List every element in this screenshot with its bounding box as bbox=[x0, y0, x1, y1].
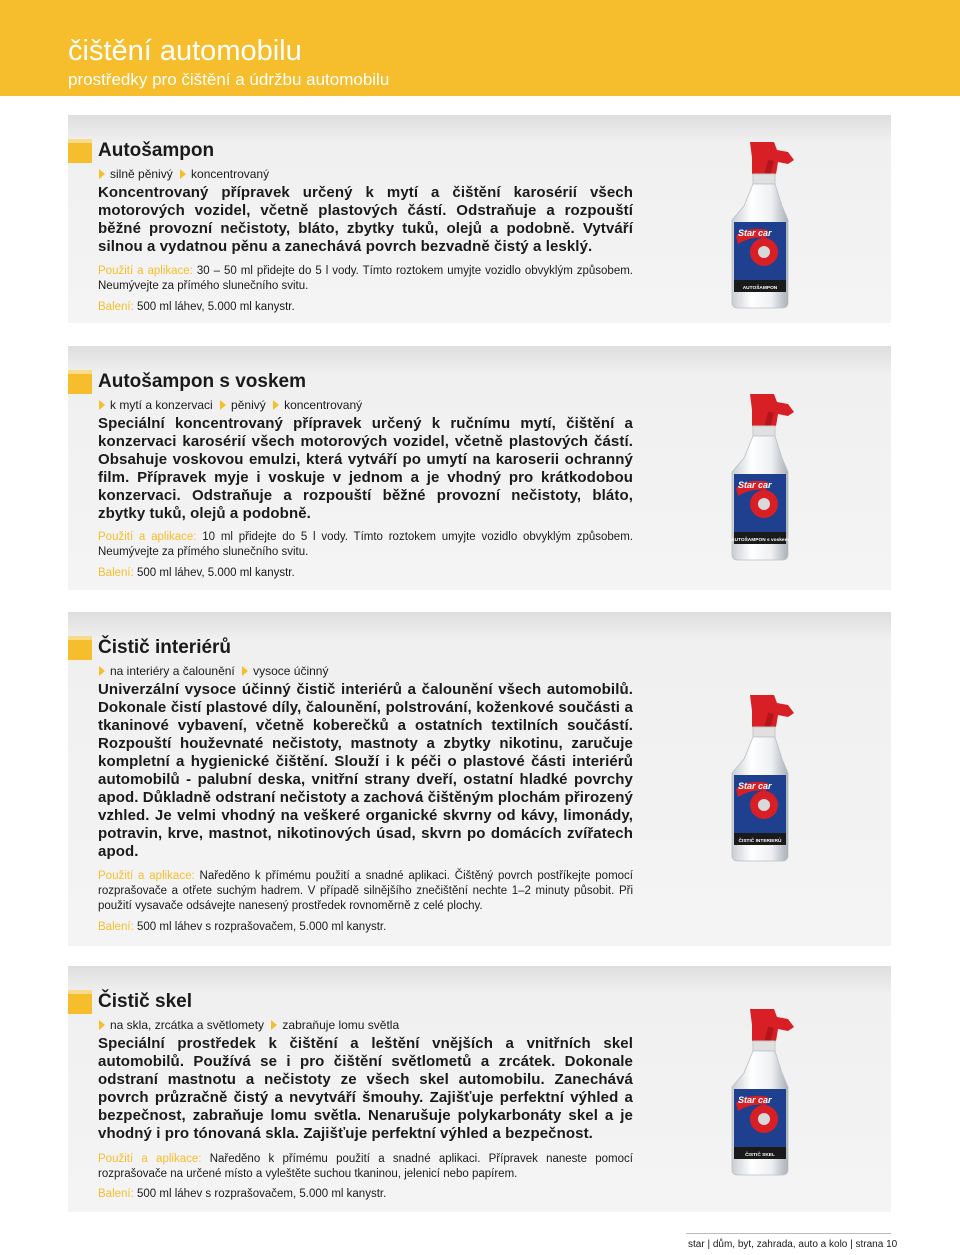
bottle-label-text: AUTOŠAMPON s voskem bbox=[731, 538, 789, 543]
packaging-text: 500 ml láhev s rozprašovačem, 5.000 ml kanystr. bbox=[137, 1188, 387, 1200]
packaging-label: Balení: bbox=[98, 1188, 134, 1200]
page-subtitle: prostředky pro čištění a údržbu automobilu bbox=[68, 70, 390, 89]
packaging-text: 500 ml láhev, 5.000 ml kanystr. bbox=[137, 567, 295, 579]
product-usage bbox=[98, 264, 633, 294]
usage-label: Použití a aplikace: bbox=[98, 531, 197, 543]
packaging-text: 500 ml láhev s rozprašovačem, 5.000 ml kanystr. bbox=[137, 921, 387, 933]
product-usage bbox=[98, 1152, 633, 1182]
packaging-label: Balení: bbox=[98, 921, 134, 933]
usage-label: Použití a aplikace: bbox=[98, 1153, 202, 1165]
arrow-icon bbox=[99, 666, 105, 676]
arrow-icon bbox=[99, 169, 105, 179]
tag: silně pěnivý bbox=[110, 167, 173, 181]
product-description: Univerzální vysoce účinný čistič interiérů a čalounění všech automobilů. Dokonale čistí plastové díly, čalounění, polstrování, koženkové součásti a tkaninové vybavení, včetně koberečků a ostatních textilních součástí. Rozpouští houževnaté nečistoty, mastnoty a zbytky nikotinu, zaručuje kompletní a hygienické čištění. Slouží i k péči o plastové části interiérů automobilů - palubní deska, vnitřní strany dveří, ostatní hladké povrchy apod. Důkladně odstraní nečistoty a zachová čištěným plochám přirozený vzhled. Je velmi vhodný na veškeré organické skvrny od kávy, limonády, potravin, krve, mastnot, nikotinových úsad, skvrn po domácích zvířatech apod. bbox=[98, 681, 633, 860]
arrow-icon bbox=[273, 400, 279, 410]
product-tags bbox=[98, 664, 328, 678]
product-packaging bbox=[98, 1187, 386, 1202]
section-marker bbox=[68, 990, 92, 1014]
product-bottle-image bbox=[722, 392, 802, 562]
usage-text: 30 – 50 ml přidejte do 5 l vody. Tímto roztokem umyjte vozidlo obvyklým způsobem. Neumývejte za přímého slunečního svitu. bbox=[98, 265, 633, 292]
arrow-icon bbox=[271, 1020, 277, 1030]
product-usage bbox=[98, 869, 633, 914]
product-bottle-image bbox=[722, 1007, 802, 1177]
page-footer: star | dům, byt, zahrada, auto a kolo | strana 10 bbox=[688, 1239, 898, 1250]
tag: zabraňuje lomu světla bbox=[282, 1018, 400, 1032]
product-usage bbox=[98, 530, 633, 560]
product-title: Čistič skel bbox=[98, 991, 192, 1012]
packaging-text: 500 ml láhev, 5.000 ml kanystr. bbox=[137, 301, 295, 313]
tag: na skla, zrcátka a světlomety bbox=[110, 1018, 265, 1032]
bottle-brand-text: Star car bbox=[738, 228, 772, 238]
product-tags bbox=[98, 1018, 399, 1032]
packaging-label: Balení: bbox=[98, 567, 134, 579]
usage-label: Použití a aplikace: bbox=[98, 870, 195, 882]
product-tags bbox=[98, 398, 362, 412]
arrow-icon bbox=[99, 1020, 105, 1030]
arrow-icon bbox=[99, 400, 105, 410]
bottle-label-text: AUTOŠAMPON bbox=[742, 286, 778, 291]
product-title: Autošampon bbox=[98, 140, 215, 161]
tag: pěnivý bbox=[231, 398, 266, 412]
arrow-icon bbox=[180, 169, 186, 179]
tag: k mytí a konzervaci bbox=[110, 398, 213, 412]
usage-text: 10 ml přidejte do 5 l vody. Tímto roztokem umyjte vozidlo obvyklým způsobem. Neumývejte za přímého slunečního svitu. bbox=[98, 531, 633, 558]
product-tags bbox=[98, 167, 269, 181]
product-description: Koncentrovaný přípravek určený k mytí a čištění karosérií všech motorových vozidel, včetně plastových částí. Odstraňuje a rozpouští běžné provozní nečistoty, bláto, zbytky tuků, olejů a podobně. Vytváří silnou a vydatnou pěnu a zanechává povrch bezvadně čistý a lesklý. bbox=[98, 184, 633, 255]
tag: vysoce účinný bbox=[253, 664, 329, 678]
product-packaging bbox=[98, 920, 386, 935]
usage-text: Naředěno k přímému použití a snadné aplikaci. Čištěný povrch postříkejte pomocí rozprašovače a otřete suchým hadrem. V případě silnějšího znečištění nechte 1–2 minuty působit. Při použití vysavače odsávejte nanesený prostředek rovnoměrně z celé plochy. bbox=[98, 870, 633, 912]
bottle-label-text: ČISTIČ SKEL bbox=[745, 1153, 775, 1158]
bottle-label-text: ČISTIČ INTERIERŮ bbox=[738, 839, 782, 844]
product-title: Čistič interiérů bbox=[98, 637, 232, 658]
usage-text: Naředěno k přímému použití a snadné aplikaci. Přípravek naneste pomocí rozprašovače na určené místo a vyleštěte suchou tkaninou, jelenicí nebo papírem. bbox=[98, 1153, 633, 1180]
arrow-icon bbox=[242, 666, 248, 676]
tag: koncentrovaný bbox=[191, 167, 270, 181]
section-marker bbox=[68, 139, 92, 163]
product-packaging bbox=[98, 300, 295, 315]
product-title: Autošampon s voskem bbox=[98, 371, 306, 392]
product-packaging bbox=[98, 566, 295, 581]
packaging-label: Balení: bbox=[98, 301, 134, 313]
bottle-brand-text: Star car bbox=[738, 480, 772, 490]
product-bottle-image bbox=[722, 140, 802, 310]
footer-divider bbox=[686, 1233, 891, 1234]
bottle-brand-text: Star car bbox=[738, 1095, 772, 1105]
arrow-icon bbox=[220, 400, 226, 410]
page-header bbox=[0, 0, 960, 96]
page-title: čištění automobilu bbox=[68, 35, 302, 67]
section-marker bbox=[68, 636, 92, 660]
product-description: Speciální koncentrovaný přípravek určený k ručnímu mytí, čištění a konzervaci karosérií všech motorových vozidel, včetně plastových částí. Obsahuje voskovou emulzi, která vytváří po umytí na karoserii ochranný film. Přípravek myje i voskuje v jednom a je vhodný pro krátkodobou konzervaci. Odstraňuje a rozpouští běžné provozní nečistoty, bláto, zbytky tuků, olejů a podobně. bbox=[98, 415, 633, 522]
tag: na interiéry a čalounění bbox=[110, 664, 235, 678]
product-description: Speciální prostředek k čištění a leštění vnějších a vnitřních skel automobilů. Používá se i pro čištění světlometů a zrcátek. Dokonale odstraní mastnotu a nečistoty ze všech skel automobilu. Zanechává povrch průzračně čistý a nevytváří šmouhy. Zajišťuje perfektní výhled a bezpečnost, zabraňuje lomu světla. Nenarušuje polykarbonáty skel a je vhodný i pro tónovaná skla. Zajišťuje perfektní výhled a bezpečnost. bbox=[98, 1035, 633, 1142]
usage-label: Použití a aplikace: bbox=[98, 265, 193, 277]
tag: koncentrovaný bbox=[284, 398, 363, 412]
bottle-brand-text: Star car bbox=[738, 781, 772, 791]
section-marker bbox=[68, 370, 92, 394]
product-bottle-image bbox=[722, 693, 802, 863]
